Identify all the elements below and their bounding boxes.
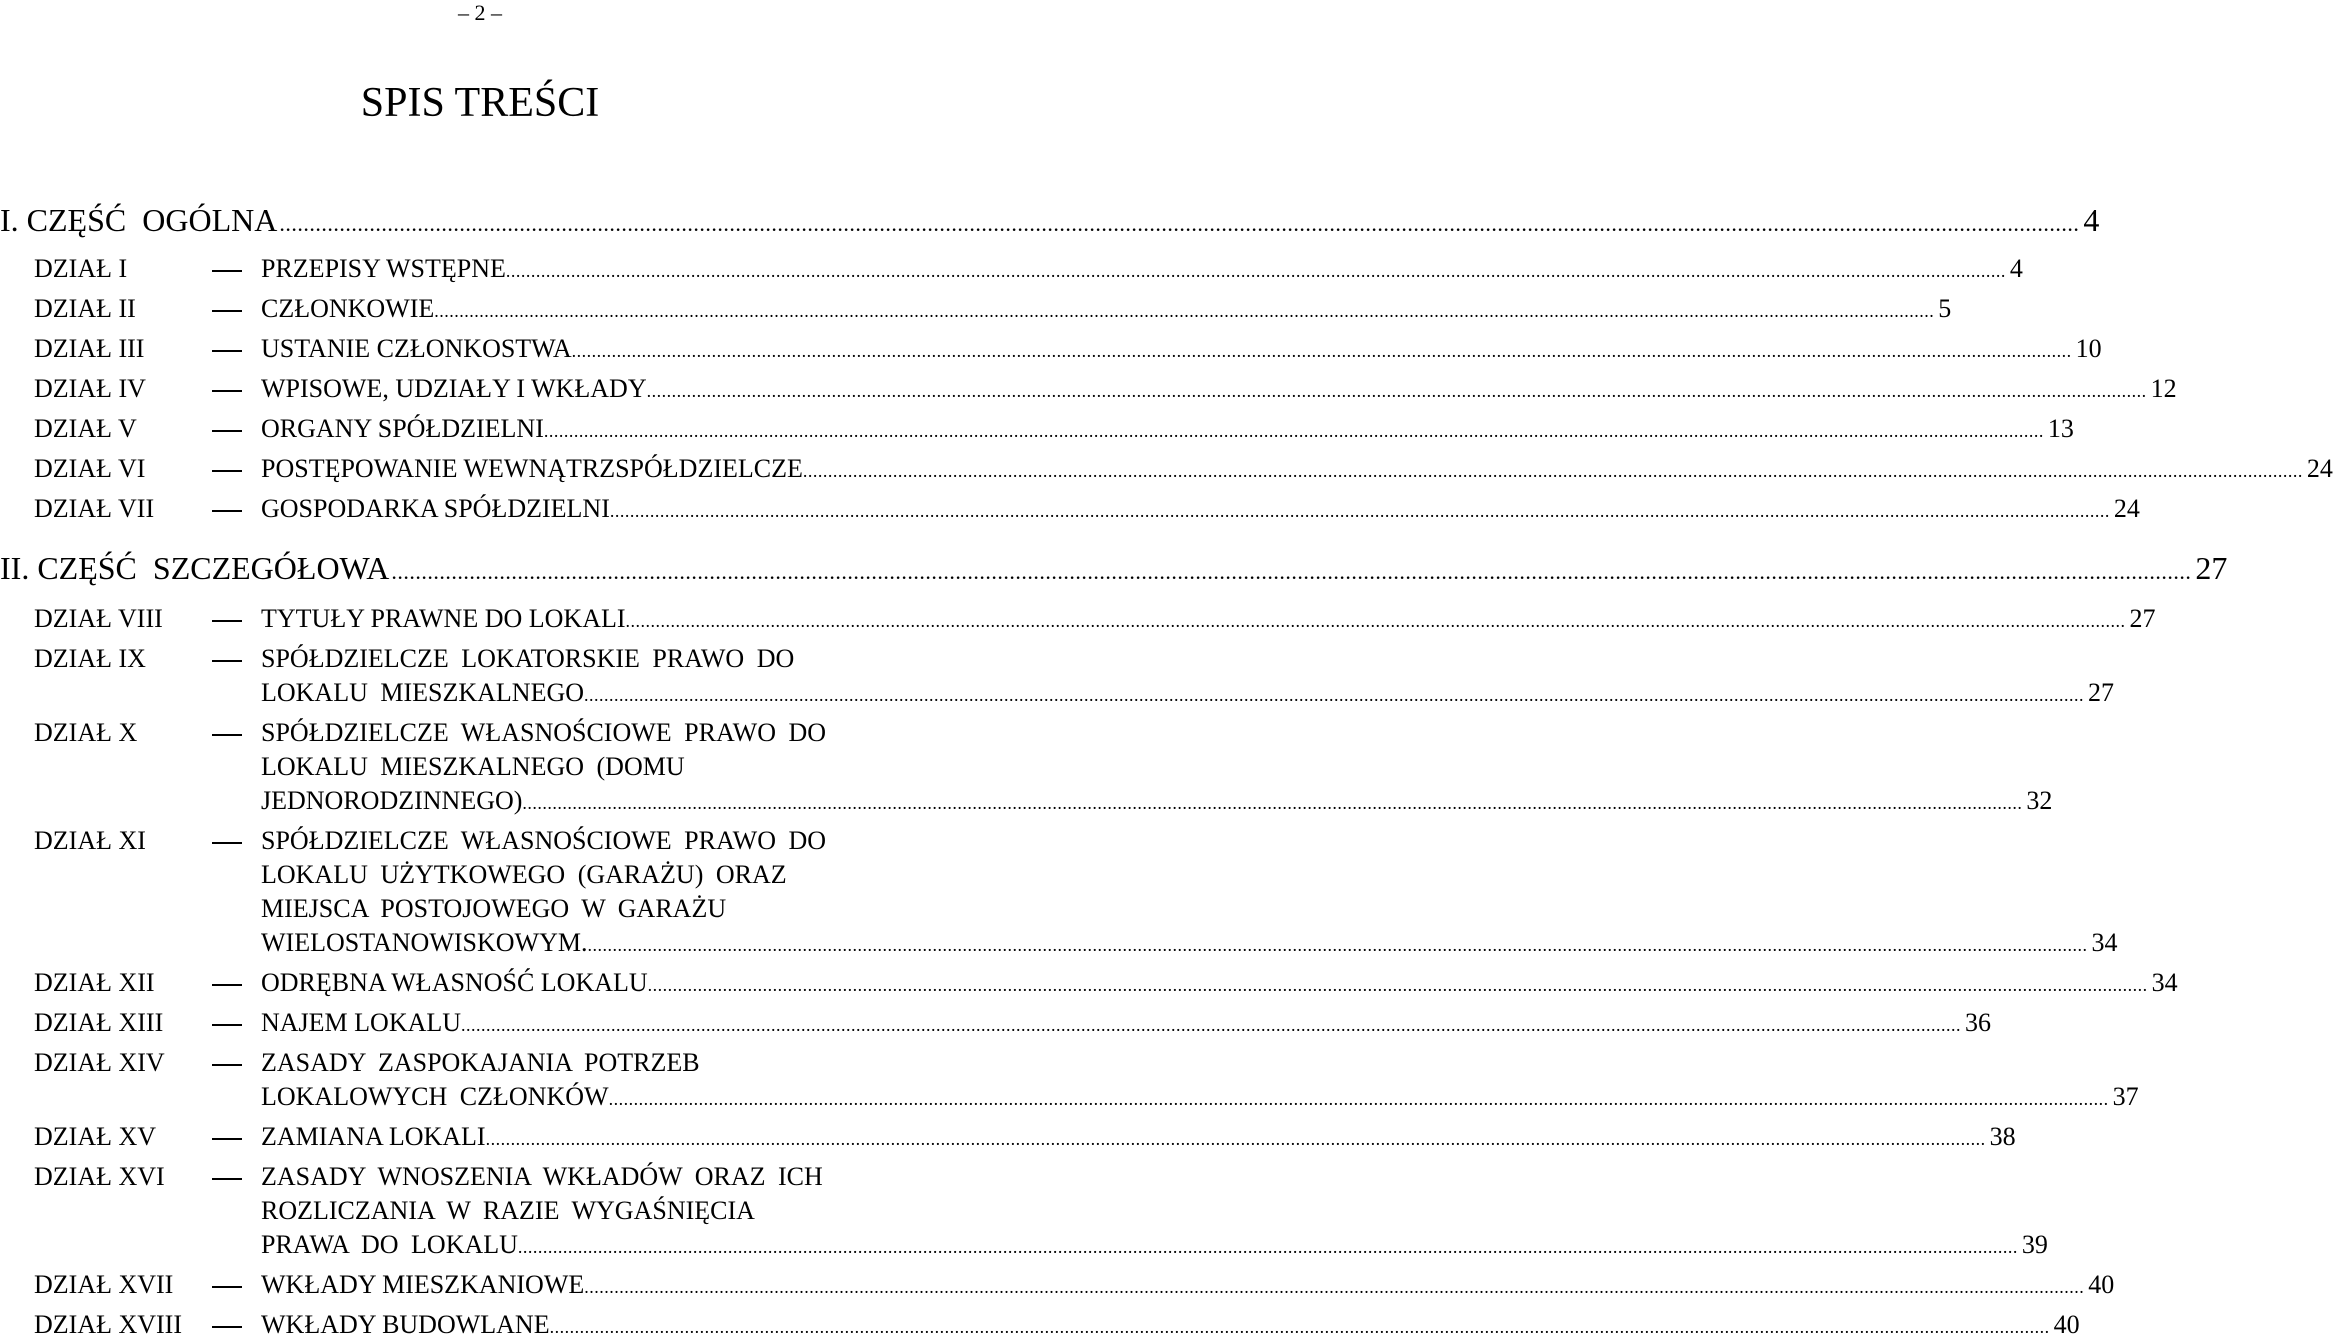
toc-entry-dash — [212, 660, 242, 662]
toc-entry-title — [261, 1120, 2016, 1154]
toc-entry-section: DZIAŁ XVII — [34, 1270, 174, 1299]
toc-entry-section: DZIAŁ IV — [34, 374, 146, 403]
toc-entry-title-line: SPÓŁDZIELCZE LOKATORSKIE PRAWO DO — [261, 644, 795, 673]
toc-entry-dash — [212, 350, 242, 352]
toc-entry-title-line: SPÓŁDZIELCZE WŁASNOŚCIOWE PRAWO DO — [261, 826, 827, 855]
toc-entry-title-line — [261, 292, 1952, 326]
toc-entry-dash — [212, 310, 242, 312]
toc-entry-section: DZIAŁ XIV — [34, 1048, 165, 1077]
toc-entry-title — [261, 824, 2118, 960]
toc-entry-title-line — [261, 1268, 2115, 1302]
toc-entry-section: DZIAŁ IX — [34, 644, 146, 673]
toc-entry-title-text: WPISOWE, UDZIAŁY I WKŁADY — [261, 374, 647, 403]
toc-entry-section: DZIAŁ XIII — [34, 1008, 164, 1037]
toc-entry-section: DZIAŁ XVIII — [34, 1310, 183, 1339]
toc-leader-dots: ............................................................................................................................................................................................................................................................................................................ — [434, 301, 1935, 321]
toc-leader-dots: ............................................................................................................................................................................................................................................................................................................ — [609, 501, 2110, 521]
toc-entry-title — [261, 492, 2140, 526]
page-number: – 2 – — [458, 0, 502, 25]
toc-entry-title-line — [261, 784, 2053, 818]
toc-entry-title — [261, 1268, 2115, 1302]
toc-entry-section: DZIAŁ V — [34, 414, 137, 443]
toc-part-row — [0, 548, 2228, 592]
toc-entry-title — [261, 372, 2177, 406]
toc-entry-title-line: ZASADY ZASPOKAJANIA POTRZEB — [261, 1048, 700, 1077]
toc-leader-dots: ............................................................................................................................................................................................................................................................................................................ — [608, 1089, 2109, 1109]
toc-entry-page: 36 — [1965, 1008, 1992, 1037]
toc-entry-title-text: CZŁONKOWIE — [261, 294, 435, 323]
toc-entry-dash — [212, 734, 242, 736]
toc-entry-page: 10 — [2075, 334, 2102, 363]
toc-entry-dash — [212, 470, 242, 472]
toc-entry-title-line: MIEJSCA POSTOJOWEGO W GARAŻU — [261, 894, 727, 923]
toc-entry-title-text: PRZEPISY WSTĘPNE — [261, 254, 506, 283]
toc-entry-title — [261, 1006, 1992, 1040]
toc-entry-title-line — [261, 602, 2156, 636]
toc-entry-title — [261, 966, 2178, 1000]
toc-entry-title — [261, 716, 2053, 818]
toc-entry-page: 27 — [2088, 678, 2115, 707]
toc-entry-page: 34 — [2091, 928, 2118, 957]
toc-entry-section: DZIAŁ I — [34, 254, 128, 283]
toc-entry-title — [261, 642, 2115, 710]
toc-entry-section: DZIAŁ X — [34, 718, 138, 747]
toc-leader-dots: ............................................................................................................................................................................................................................................................................................................ — [625, 611, 2126, 631]
toc-entry-page: 27 — [2129, 604, 2156, 633]
toc-entry-title-text: ZAMIANA LOKALI — [261, 1122, 486, 1151]
toc-leader-dots: ............................................................................................................................................................................................................................................................................................................ — [522, 793, 2023, 813]
toc-entry-title-line — [261, 372, 2177, 406]
toc-entry-dash — [212, 620, 242, 622]
toc-entry-title-text: GOSPODARKA SPÓŁDZIELNI — [261, 494, 610, 523]
toc-entry-title — [261, 1160, 2048, 1262]
toc-leader-dots: ............................................................................................................................................................................................................................................................................................................ — [584, 1277, 2085, 1297]
toc-entry-title-text: USTANIE CZŁONKOSTWA — [261, 334, 572, 363]
toc-entry-dash — [212, 842, 242, 844]
toc-entry-title-line — [261, 1308, 2080, 1342]
toc-entry-title-text: LOKALOWYCH CZŁONKÓW — [261, 1082, 609, 1111]
toc-entry-page: 24 — [2113, 494, 2140, 523]
toc-entry-title — [261, 292, 1952, 326]
toc-entry-dash — [212, 270, 242, 272]
toc-entry-title-line: ZASADY WNOSZENIA WKŁADÓW ORAZ ICH — [261, 1162, 823, 1191]
toc-entry-title — [261, 602, 2156, 636]
toc-entry-title-line — [261, 412, 2074, 446]
toc-entry-dash — [212, 510, 242, 512]
toc-entry-title-text: POSTĘPOWANIE WEWNĄTRZSPÓŁDZIELCZE — [261, 454, 803, 483]
toc-leader-dots: ............................................................................................................................................................................................................................................................................................................ — [646, 381, 2147, 401]
toc-leader-dots: ............................................................................................................................................................................................................................................................................................................ — [517, 1237, 2018, 1257]
toc-entry-title-line — [261, 926, 2118, 960]
toc-entry-title-line — [261, 1228, 2048, 1262]
toc-part-label: II. CZĘŚĆ SZCZEGÓŁOWA — [0, 550, 390, 586]
toc-entry-page: 40 — [2053, 1310, 2080, 1339]
toc-entry-section: DZIAŁ VIII — [34, 604, 163, 633]
toc-entry-page: 24 — [2306, 454, 2333, 483]
toc-entry-title-text: WKŁADY BUDOWLANE — [261, 1310, 550, 1339]
toc-entry-title — [261, 412, 2074, 446]
toc-entry-title-line: LOKALU UŻYTKOWEGO (GARAŻU) ORAZ — [261, 860, 787, 889]
toc-entry-title — [261, 1308, 2080, 1342]
toc-leader-dots: ............................................................................................................................................................................................................................................................................................................ — [279, 211, 2080, 236]
toc-leader-dots: ............................................................................................................................................................................................................................................................................................................ — [543, 421, 2044, 441]
toc-entry-dash — [212, 1024, 242, 1026]
toc-part-page: 4 — [2083, 202, 2100, 238]
toc-entry-title — [261, 452, 2333, 486]
toc-entry-title — [261, 332, 2102, 366]
toc-leader-dots: ............................................................................................................................................................................................................................................................................................................ — [571, 341, 2072, 361]
toc-entry-page: 4 — [2009, 254, 2023, 283]
toc-leader-dots: ............................................................................................................................................................................................................................................................................................................ — [647, 975, 2148, 995]
toc-entry-title-line — [261, 452, 2333, 486]
toc-entry-title-line — [261, 492, 2140, 526]
toc-entry-dash — [212, 1138, 242, 1140]
toc-entry-title-text: ORGANY SPÓŁDZIELNI — [261, 414, 544, 443]
toc-entry-page: 39 — [2021, 1230, 2048, 1259]
toc-leader-dots: ............................................................................................................................................................................................................................................................................................................ — [584, 685, 2085, 705]
toc-entry-section: DZIAŁ XI — [34, 826, 146, 855]
toc-part-row — [0, 200, 2100, 244]
toc-entry-dash — [212, 984, 242, 986]
toc-entry-title-line — [261, 332, 2102, 366]
toc-entry-title-text: WKŁADY MIESZKANIOWE — [261, 1270, 585, 1299]
toc-entry-page: 32 — [2026, 786, 2053, 815]
toc-entry-title-line: LOKALU MIESZKALNEGO (DOMU — [261, 752, 685, 781]
toc-entry-section: DZIAŁ XV — [34, 1122, 157, 1151]
toc-entry-title-line — [261, 1080, 2139, 1114]
toc-entry-page: 34 — [2151, 968, 2178, 997]
toc-entry-dash — [212, 430, 242, 432]
toc-entry-page: 40 — [2088, 1270, 2115, 1299]
toc-entry-dash — [212, 1064, 242, 1066]
toc-entry-title-text: ODRĘBNA WŁASNOŚĆ LOKALU — [261, 968, 648, 997]
toc-entry-title — [261, 1046, 2139, 1114]
toc-entry-title-line — [261, 676, 2115, 710]
toc-entry-page: 5 — [1938, 294, 1952, 323]
toc-entry-title-text: WIELOSTANOWISKOWYM. — [261, 928, 588, 957]
toc-entry-section: DZIAŁ VII — [34, 494, 155, 523]
toc-entry-title-line — [261, 1120, 2016, 1154]
toc-entry-title-text: JEDNORODZINNEGO) — [261, 786, 523, 815]
toc-leader-dots: ............................................................................................................................................................................................................................................................................................................ — [461, 1015, 1962, 1035]
toc-entry-title-text: LOKALU MIESZKALNEGO — [261, 678, 585, 707]
toc-entry-section: DZIAŁ III — [34, 334, 145, 363]
toc-entry-title-line: SPÓŁDZIELCZE WŁASNOŚCIOWE PRAWO DO — [261, 718, 827, 747]
toc-part-heading[interactable] — [0, 548, 2228, 588]
toc-part-label: I. CZĘŚĆ OGÓLNA — [0, 202, 278, 238]
toc-leader-dots: ............................................................................................................................................................................................................................................................................................................ — [587, 935, 2088, 955]
toc-leader-dots: ............................................................................................................................................................................................................................................................................................................ — [485, 1129, 1986, 1149]
toc-entry-page: 13 — [2047, 414, 2074, 443]
toc-entry-title-text: NAJEM LOKALU — [261, 1008, 462, 1037]
toc-entry-title-line — [261, 966, 2178, 1000]
toc-entry-dash — [212, 1178, 242, 1180]
toc-entry-title-line — [261, 1006, 1992, 1040]
toc-leader-dots: ............................................................................................................................................................................................................................................................................................................ — [549, 1317, 2050, 1337]
toc-entry-page: 38 — [1989, 1122, 2016, 1151]
toc-entry-dash — [212, 1286, 242, 1288]
toc-entry-title — [261, 252, 2023, 286]
toc-leader-dots: ............................................................................................................................................................................................................................................................................................................ — [505, 261, 2006, 281]
toc-entry-page: 12 — [2150, 374, 2177, 403]
toc-entry-dash — [212, 1326, 242, 1328]
toc-part-heading[interactable] — [0, 200, 2100, 240]
toc-entry-section: DZIAŁ XVI — [34, 1162, 165, 1191]
toc-entry-section: DZIAŁ VI — [34, 454, 146, 483]
toc-leader-dots: ............................................................................................................................................................................................................................................................................................................ — [802, 461, 2303, 481]
toc-entry-title-line — [261, 252, 2023, 286]
toc-leader-dots: ............................................................................................................................................................................................................................................................................................................ — [391, 559, 2192, 584]
toc-entry-page: 37 — [2112, 1082, 2139, 1111]
toc-entry-dash — [212, 390, 242, 392]
toc-entry-title-line: ROZLICZANIA W RAZIE WYGAŚNIĘCIA — [261, 1196, 755, 1225]
toc-entry-title-text: PRAWA DO LOKALU — [261, 1230, 518, 1259]
toc-entry-section: DZIAŁ XII — [34, 968, 155, 997]
toc-entry-title-text: TYTUŁY PRAWNE DO LOKALI — [261, 604, 626, 633]
document-title: SPIS TREŚCI — [360, 80, 600, 127]
toc-part-page: 27 — [2195, 550, 2228, 586]
toc-entry-section: DZIAŁ II — [34, 294, 136, 323]
